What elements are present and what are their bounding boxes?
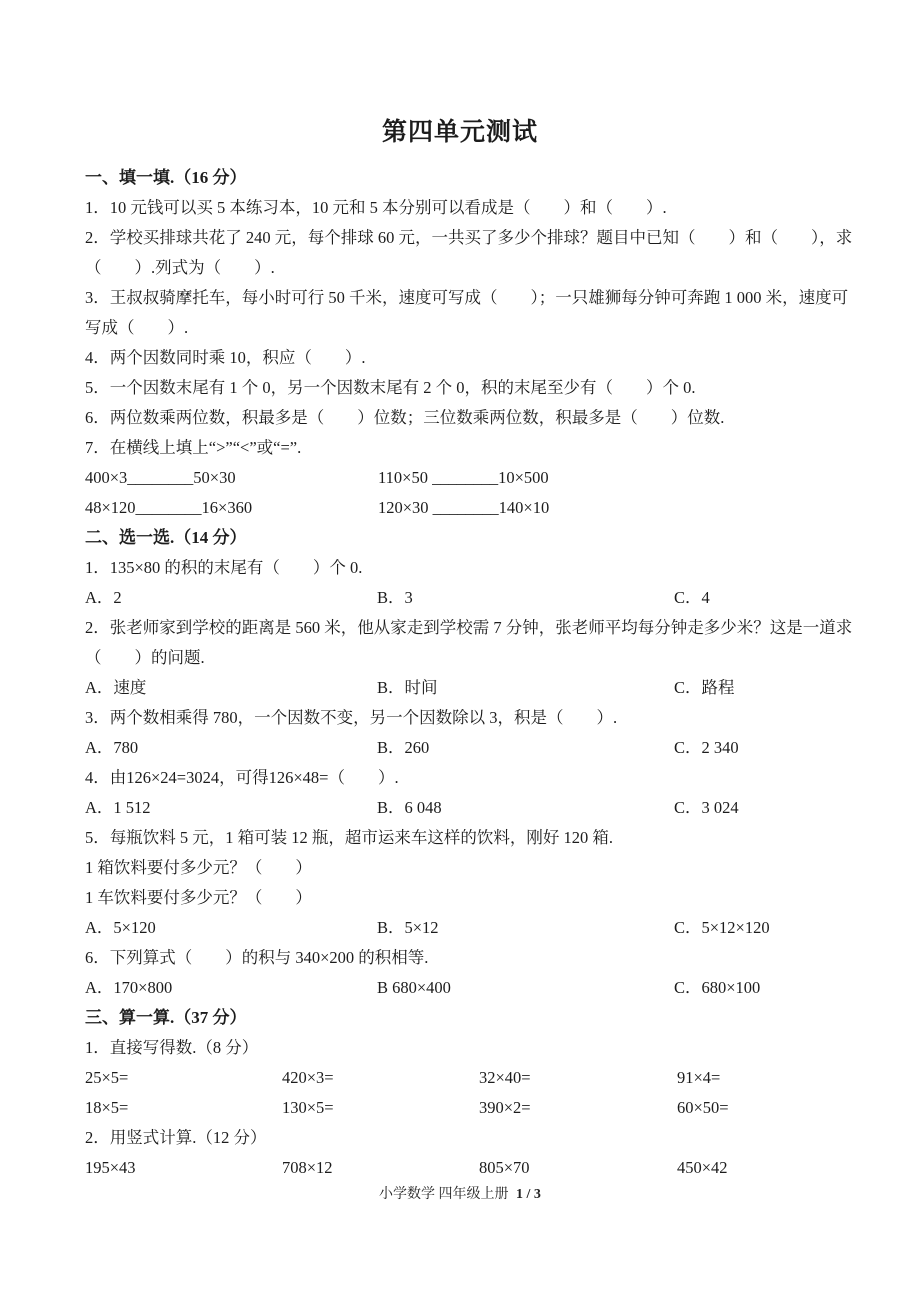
- question-text: 1 箱饮料要付多少元？（ ）: [85, 858, 312, 877]
- calc-item: 18×5=: [85, 1098, 129, 1117]
- options-row: [85, 913, 865, 943]
- comparison-item: 400×3________50×30: [85, 468, 236, 487]
- calc-item: 91×4=: [677, 1068, 721, 1087]
- option-item: B．5×12: [377, 918, 439, 937]
- options-row: [85, 793, 865, 823]
- calc-item: 390×2=: [479, 1098, 531, 1117]
- question-text: 写成（ ）.: [85, 318, 189, 337]
- calculation-row: [85, 1153, 865, 1183]
- option-item: C．3 024: [674, 798, 739, 817]
- question-text: 1．直接写得数.（8 分）: [85, 1038, 259, 1057]
- question-text: 5．一个因数末尾有 1 个 0，另一个因数末尾有 2 个 0，积的末尾至少有（ ）个 0.: [85, 378, 696, 397]
- calc-item: 420×3=: [282, 1068, 334, 1087]
- calc-item: 60×50=: [677, 1098, 729, 1117]
- option-item: A．5×120: [85, 918, 156, 937]
- options-row: [85, 583, 865, 613]
- question-text: 1．10 元钱可以买 5 本练习本，10 元和 5 本分别可以看成是（ ）和（ ）.: [85, 198, 667, 217]
- footer-page-number: 1 / 3: [516, 1187, 541, 1202]
- comparison-row: [85, 493, 865, 523]
- question-text: 2．学校买排球共花了 240 元，每个排球 60 元，一共买了多少个排球？题目中已知（ ）和（ ），求: [85, 228, 853, 247]
- question-text: 1．135×80 的积的末尾有（ ）个 0.: [85, 558, 363, 577]
- question-text: 2．用竖式计算.（12 分）: [85, 1128, 267, 1147]
- page-footer: [0, 1183, 920, 1203]
- comparison-row: [85, 463, 865, 493]
- option-item: A．速度: [85, 678, 147, 697]
- question-text: （ ）.列式为（ ）.: [85, 258, 275, 277]
- option-item: A．2: [85, 588, 122, 607]
- calc-item: 805×70: [479, 1158, 530, 1177]
- question-text: 7．在横线上填上“>”“<”或“=”.: [85, 438, 302, 457]
- option-item: B 680×400: [377, 978, 451, 997]
- question-text: 4．两个因数同时乘 10，积应（ ）.: [85, 348, 366, 367]
- calc-item: 32×40=: [479, 1068, 531, 1087]
- calc-item: 450×42: [677, 1158, 728, 1177]
- calc-item: 25×5=: [85, 1068, 129, 1087]
- question-text: 1 车饮料要付多少元？（ ）: [85, 888, 312, 907]
- option-item: B．时间: [377, 678, 438, 697]
- footer-text: 小学数学 四年级上册: [379, 1187, 509, 1202]
- option-item: B．6 048: [377, 798, 442, 817]
- option-item: A．780: [85, 738, 139, 757]
- calc-item: 708×12: [282, 1158, 333, 1177]
- question-text: 3．王叔叔骑摩托车，每小时可行 50 千米，速度可写成（ ）；一只雄狮每分钟可奔跑 1 000 米，速度可: [85, 288, 849, 307]
- option-item: C．680×100: [674, 978, 761, 997]
- question-text: 6．两位数乘两位数，积最多是（ ）位数；三位数乘两位数，积最多是（ ）位数.: [85, 408, 725, 427]
- option-item: C．5×12×120: [674, 918, 770, 937]
- page-title: 第四单元测试: [381, 119, 538, 146]
- question-text: 5．每瓶饮料 5 元，1 箱可装 12 瓶，超市运来车这样的饮料，刚好 120 箱.: [85, 828, 613, 847]
- calculation-row: [85, 1063, 865, 1093]
- section-heading: 一、填一填.（16 分）: [85, 168, 247, 187]
- option-item: C．路程: [674, 678, 735, 697]
- question-text: 4．由126×24=3024，可得126×48=（ ）.: [85, 768, 399, 787]
- option-item: B．3: [377, 588, 413, 607]
- comparison-item: 120×30 ________140×10: [378, 498, 550, 517]
- comparison-item: 48×120________16×360: [85, 498, 253, 517]
- content: [85, 163, 865, 1183]
- calc-item: 130×5=: [282, 1098, 334, 1117]
- question-text: 6．下列算式（ ）的积与 340×200 的积相等.: [85, 948, 429, 967]
- question-text: （ ）的问题.: [85, 648, 205, 667]
- comparison-item: 110×50 ________10×500: [378, 468, 549, 487]
- calc-item: 195×43: [85, 1158, 136, 1177]
- option-item: B．260: [377, 738, 430, 757]
- option-item: A．170×800: [85, 978, 173, 997]
- options-row: [85, 733, 865, 763]
- question-text: 2．张老师家到学校的距离是 560 米，他从家走到学校需 7 分钟，张老师平均每分钟走多少米？这是一道求: [85, 618, 853, 637]
- section-heading: 二、选一选.（14 分）: [85, 528, 247, 547]
- calculation-row: [85, 1093, 865, 1123]
- option-item: A．1 512: [85, 798, 151, 817]
- section-heading: 三、算一算.（37 分）: [85, 1008, 247, 1027]
- options-row: [85, 673, 865, 703]
- option-item: C．4: [674, 588, 710, 607]
- option-item: C．2 340: [674, 738, 739, 757]
- options-row: [85, 973, 865, 1003]
- question-text: 3．两个数相乘得 780，一个因数不变，另一个因数除以 3，积是（ ）.: [85, 708, 618, 727]
